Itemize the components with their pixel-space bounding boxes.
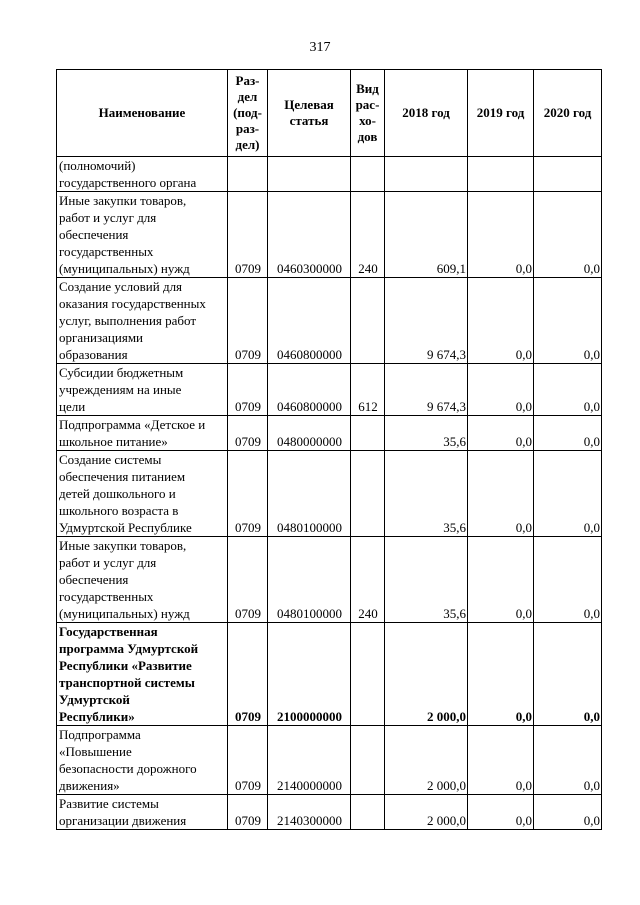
cell-expense (351, 278, 385, 364)
cell-name (57, 537, 228, 623)
header-2018: 2018 год (385, 70, 468, 157)
cell-section (228, 157, 268, 192)
table-row (57, 192, 602, 278)
cell-name-line: Иные закупки товаров, (59, 193, 187, 208)
cell-2018: 2 000,0 (385, 623, 468, 726)
cell-2019: 0,0 (468, 726, 534, 795)
cell-name-line: Иные закупки товаров, (59, 538, 187, 553)
cell-name-line: Создание системы (59, 452, 162, 467)
cell-name-line: обеспечения (59, 572, 129, 587)
cell-name-line: обеспечения питанием (59, 469, 186, 484)
cell-target: 2100000000 (268, 623, 351, 726)
cell-name-line: безопасности дорожного (59, 761, 197, 776)
cell-name-line: детей дошкольного и (59, 486, 176, 501)
table-row (57, 537, 602, 623)
table-row (57, 416, 602, 451)
cell-expense (351, 623, 385, 726)
table-row (57, 451, 602, 537)
cell-expense (351, 726, 385, 795)
cell-name-line: государственного органа (59, 175, 197, 190)
cell-2019: 0,0 (468, 537, 534, 623)
cell-name-line: организации движения (59, 813, 187, 828)
cell-name (57, 726, 228, 795)
cell-name-line: работ и услуг для (59, 210, 157, 225)
cell-name-line: Субсидии бюджетным (59, 365, 184, 380)
cell-name-line: Создание условий для (59, 279, 183, 294)
table-row (57, 726, 602, 795)
cell-name-line: обеспечения (59, 227, 129, 242)
cell-name-line: оказания государственных (59, 296, 206, 311)
header-section-line: раз- (235, 121, 260, 136)
cell-target: 0460300000 (268, 192, 351, 278)
cell-2019: 0,0 (468, 192, 534, 278)
cell-name-line: Республики» (59, 709, 135, 724)
table-row (57, 364, 602, 416)
header-section-line: (под- (233, 105, 262, 120)
cell-name (57, 278, 228, 364)
cell-name-line: Подпрограмма (59, 727, 141, 742)
cell-2018: 35,6 (385, 451, 468, 537)
header-target-line: Целевая (284, 97, 334, 112)
cell-name-line: «Повышение (59, 744, 132, 759)
cell-section: 0709 (228, 795, 268, 830)
cell-2020 (534, 157, 602, 192)
cell-name-line: школьное питание» (59, 434, 168, 449)
cell-target: 2140300000 (268, 795, 351, 830)
cell-2020: 0,0 (534, 726, 602, 795)
cell-section: 0709 (228, 192, 268, 278)
cell-name-line: учреждениям на иные (59, 382, 182, 397)
cell-name-line: (муниципальных) нужд (59, 606, 190, 621)
cell-name-line: Республики «Развитие (59, 658, 192, 673)
cell-2019 (468, 157, 534, 192)
cell-2019: 0,0 (468, 795, 534, 830)
table-row (57, 623, 602, 726)
cell-section: 0709 (228, 726, 268, 795)
cell-2020: 0,0 (534, 364, 602, 416)
cell-2018: 2 000,0 (385, 726, 468, 795)
cell-name-line: программа Удмуртской (59, 641, 199, 656)
cell-name-line: Развитие системы (59, 796, 159, 811)
header-target (268, 70, 351, 157)
header-2019: 2019 год (468, 70, 534, 157)
header-2020: 2020 год (534, 70, 602, 157)
cell-2018 (385, 157, 468, 192)
cell-section: 0709 (228, 416, 268, 451)
cell-expense (351, 795, 385, 830)
cell-section: 0709 (228, 364, 268, 416)
cell-name (57, 623, 228, 726)
cell-2020: 0,0 (534, 416, 602, 451)
table-row (57, 157, 602, 192)
cell-name (57, 451, 228, 537)
header-expense-line: Вид (356, 81, 379, 96)
cell-name-line: Удмуртской (59, 692, 130, 707)
cell-2020: 0,0 (534, 623, 602, 726)
cell-2018: 609,1 (385, 192, 468, 278)
cell-name-line: государственных (59, 244, 154, 259)
table-body (57, 157, 602, 830)
cell-name-line: государственных (59, 589, 154, 604)
cell-name-line: транспортной системы (59, 675, 195, 690)
header-section-line: дел) (235, 137, 260, 152)
cell-2020: 0,0 (534, 192, 602, 278)
cell-2018: 9 674,3 (385, 278, 468, 364)
cell-2020: 0,0 (534, 795, 602, 830)
header-section-line: Раз- (235, 73, 260, 88)
header-name: Наименование (57, 70, 228, 157)
cell-name-line: образования (59, 347, 128, 362)
cell-section: 0709 (228, 278, 268, 364)
page-number: 317 (309, 40, 331, 55)
cell-2020: 0,0 (534, 278, 602, 364)
cell-section: 0709 (228, 537, 268, 623)
cell-name-line: (муниципальных) нужд (59, 261, 190, 276)
cell-name-line: Подпрограмма «Детское и (59, 417, 206, 432)
cell-name-line: школьного возраста в (59, 503, 179, 518)
cell-name (57, 192, 228, 278)
cell-name-line: движения» (59, 778, 120, 793)
cell-name (57, 795, 228, 830)
header-target-line: статья (289, 113, 329, 128)
cell-2018: 35,6 (385, 537, 468, 623)
cell-name-line: Удмуртской Республике (59, 520, 192, 535)
cell-target: 0480000000 (268, 416, 351, 451)
header-section (228, 70, 268, 157)
cell-name-line: Государственная (59, 624, 158, 639)
cell-expense: 240 (351, 537, 385, 623)
cell-2018: 35,6 (385, 416, 468, 451)
cell-target (268, 157, 351, 192)
cell-target: 0480100000 (268, 451, 351, 537)
cell-2020: 0,0 (534, 451, 602, 537)
cell-target: 2140000000 (268, 726, 351, 795)
cell-name-line: цели (59, 399, 86, 414)
cell-2019: 0,0 (468, 451, 534, 537)
table-row (57, 278, 602, 364)
cell-name-line: организациями (59, 330, 143, 345)
cell-name (57, 157, 228, 192)
cell-2019: 0,0 (468, 416, 534, 451)
cell-name-line: работ и услуг для (59, 555, 157, 570)
cell-expense: 240 (351, 192, 385, 278)
cell-2018: 9 674,3 (385, 364, 468, 416)
cell-name (57, 416, 228, 451)
cell-2020: 0,0 (534, 537, 602, 623)
cell-expense (351, 416, 385, 451)
header-expense (351, 70, 385, 157)
cell-expense (351, 451, 385, 537)
header-section-line: дел (237, 89, 258, 104)
budget-table (56, 69, 602, 830)
cell-expense: 612 (351, 364, 385, 416)
header-expense-line: рас- (355, 97, 380, 112)
header-expense-line: дов (357, 129, 378, 144)
table-row (57, 795, 602, 830)
cell-expense (351, 157, 385, 192)
cell-target: 0460800000 (268, 278, 351, 364)
table-header-row (57, 70, 602, 157)
cell-2019: 0,0 (468, 364, 534, 416)
cell-2018: 2 000,0 (385, 795, 468, 830)
header-expense-line: хо- (359, 113, 376, 128)
cell-2019: 0,0 (468, 278, 534, 364)
cell-2019: 0,0 (468, 623, 534, 726)
cell-section: 0709 (228, 451, 268, 537)
cell-name-line: услуг, выполнения работ (59, 313, 197, 328)
cell-name-line: (полномочий) (59, 158, 136, 173)
cell-section: 0709 (228, 623, 268, 726)
cell-target: 0460800000 (268, 364, 351, 416)
cell-target: 0480100000 (268, 537, 351, 623)
cell-name (57, 364, 228, 416)
